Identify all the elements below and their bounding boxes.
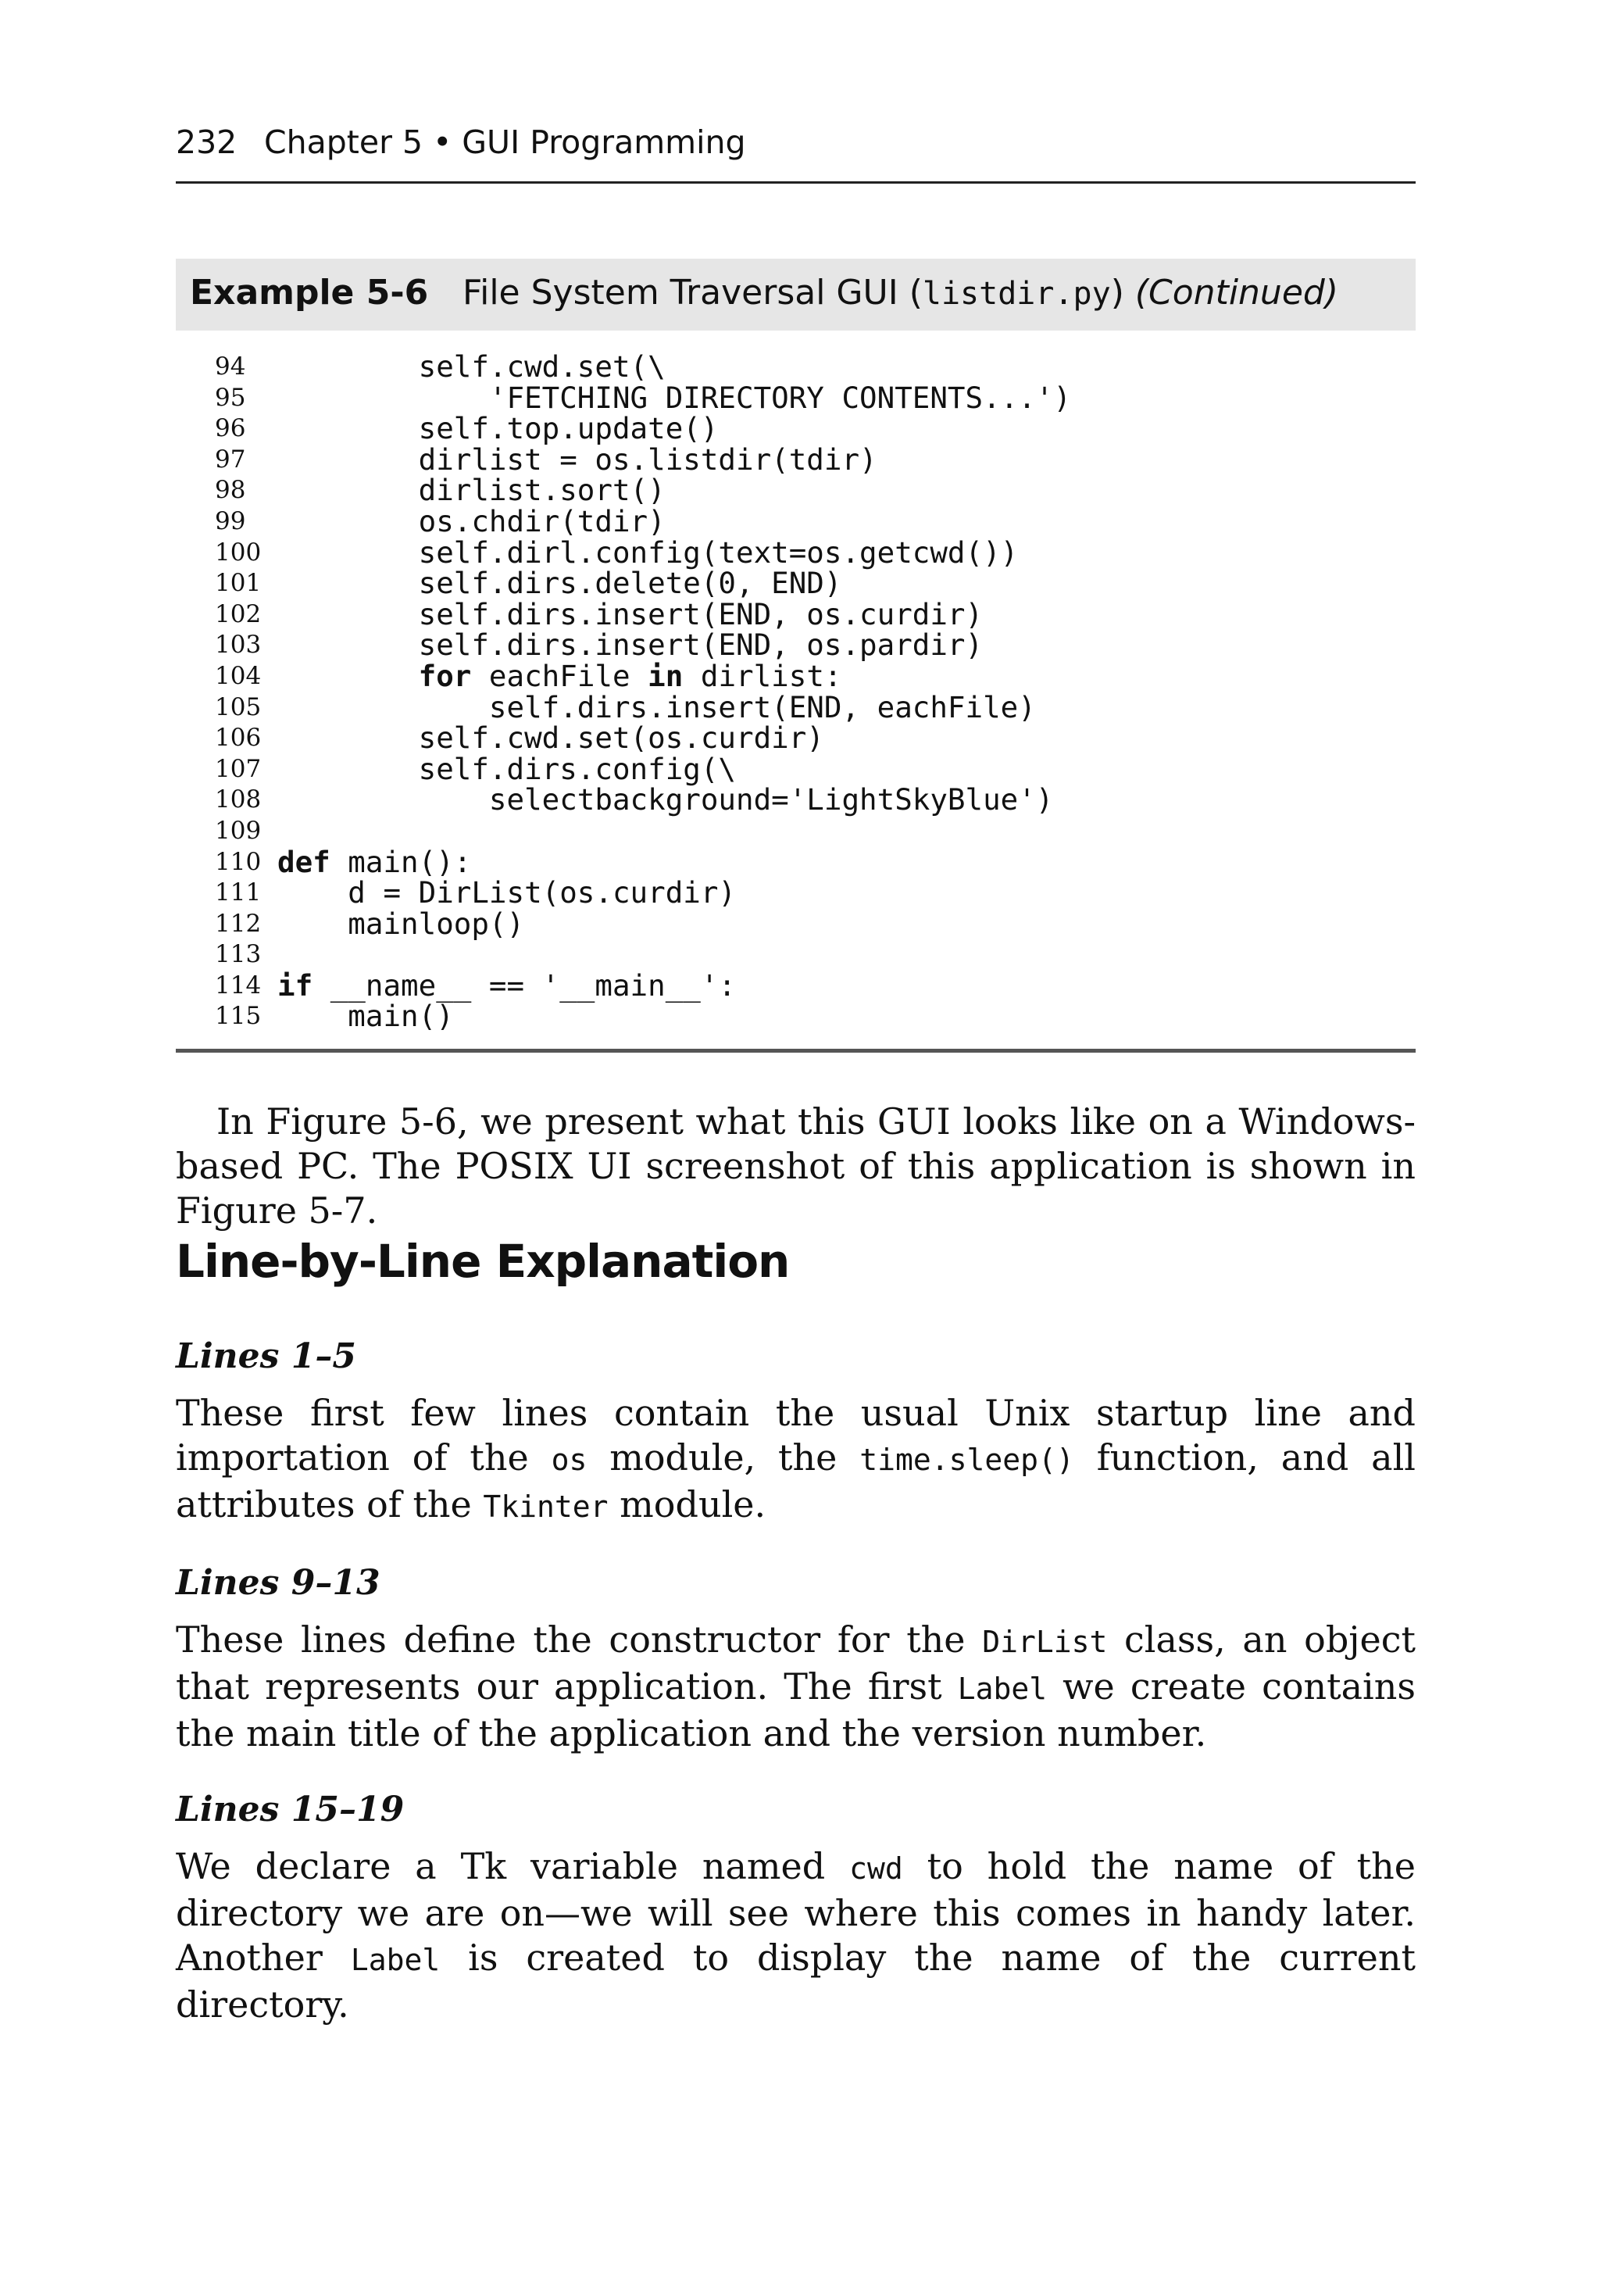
code-text — [277, 721, 824, 755]
code-text — [277, 690, 1036, 724]
code-text — [277, 597, 983, 631]
code-fragment: self.dirs.config(\ — [277, 751, 736, 786]
inline-code: DirList — [982, 1625, 1108, 1659]
inline-code: time.sleep() — [859, 1443, 1074, 1477]
code-line — [176, 411, 1416, 446]
line-number: 101 — [215, 569, 262, 598]
code-text — [277, 659, 842, 693]
caption-continued: (Continued) — [1134, 273, 1338, 313]
code-text — [277, 628, 983, 662]
line-number: 115 — [215, 1002, 262, 1031]
line-number: 103 — [215, 631, 262, 660]
code-line — [176, 442, 1416, 477]
code-fragment: main(): — [330, 844, 472, 879]
line-number: 96 — [215, 414, 246, 443]
line-number: 104 — [215, 661, 262, 690]
paragraph-lines-9-13 — [176, 1618, 1416, 1756]
code-line — [176, 999, 1416, 1034]
code-text — [277, 752, 736, 786]
code-line — [176, 844, 1416, 879]
line-number: 97 — [215, 445, 246, 474]
inline-code: cwd — [849, 1851, 903, 1886]
code-fragment: dirlist = os.listdir(tdir) — [277, 442, 877, 477]
line-number: 95 — [215, 383, 246, 412]
subheading-lines-15-19: Lines 15–19 — [176, 1790, 405, 1829]
inline-code: Tkinter — [483, 1490, 609, 1524]
code-fragment: main() — [277, 999, 454, 1034]
code-text — [277, 999, 454, 1033]
code-text — [277, 782, 1053, 817]
code-fragment: 'FETCHING DIRECTORY CONTENTS...') — [277, 380, 1071, 415]
caption-prefix: File System Traversal GUI ( — [462, 273, 923, 313]
code-line — [176, 721, 1416, 756]
code-keyword: for — [418, 658, 472, 693]
code-text — [277, 411, 718, 445]
paragraph-lines-1-5 — [176, 1391, 1416, 1529]
inline-code: os — [551, 1443, 588, 1477]
paragraph-lines-15-19 — [176, 1844, 1416, 2027]
intro-paragraph — [176, 1100, 1416, 1233]
code-line — [176, 566, 1416, 601]
code-keyword: if — [277, 967, 313, 1003]
line-number: 108 — [215, 785, 262, 814]
code-line — [176, 380, 1416, 415]
caption-filename: listdir.py — [922, 276, 1111, 312]
line-number: 107 — [215, 754, 262, 783]
code-text — [277, 968, 736, 1003]
code-listing — [176, 349, 1416, 1034]
code-fragment: d = DirList(os.curdir) — [277, 875, 736, 910]
code-fragment: self.cwd.set(os.curdir) — [277, 721, 824, 756]
code-line — [176, 906, 1416, 941]
code-text — [277, 349, 666, 384]
code-text — [277, 442, 877, 477]
line-number: 113 — [215, 940, 262, 969]
text-run: to hold the name of the directory we are on—we will see where this comes in handy later. Another — [176, 1845, 1416, 1979]
line-number: 94 — [215, 352, 246, 381]
code-fragment: mainloop() — [277, 906, 525, 941]
text-run: These lines define the constructor for the — [176, 1618, 983, 1661]
line-number: 98 — [215, 476, 246, 505]
code-line — [176, 689, 1416, 724]
line-number: 102 — [215, 599, 262, 628]
text-run: These first few lines contain the usual Unix startup line and importation of the — [176, 1392, 1416, 1479]
code-fragment: os.chdir(tdir) — [277, 503, 666, 538]
code-fragment — [277, 659, 419, 693]
inline-code: Label — [957, 1672, 1048, 1706]
code-line — [176, 751, 1416, 786]
code-line — [176, 782, 1416, 817]
code-text — [277, 907, 524, 941]
code-fragment: self.cwd.set(\ — [277, 349, 666, 384]
code-line — [176, 473, 1416, 508]
text-run: function, and all attributes of the — [176, 1436, 1416, 1525]
text-run: we create contains the main title of the application and the version number. — [176, 1665, 1416, 1754]
code-fragment: self.dirs.insert(END, eachFile) — [277, 689, 1036, 724]
code-text — [277, 535, 1018, 570]
text-run: module. — [608, 1483, 766, 1525]
page-number: 232 — [176, 123, 238, 161]
code-fragment: self.dirl.config(text=os.getcwd()) — [277, 535, 1019, 570]
line-number: 106 — [215, 724, 262, 753]
code-keyword: def — [277, 844, 330, 879]
code-text — [277, 504, 666, 538]
example-caption-bar — [176, 259, 1416, 331]
chapter-title: Chapter 5 • GUI Programming — [264, 123, 746, 161]
code-fragment: self.dirs.delete(0, END) — [277, 566, 842, 601]
text-run: module, the — [587, 1436, 860, 1479]
code-text — [277, 381, 1071, 415]
code-bottom-rule — [176, 1049, 1416, 1053]
subheading-lines-1-5: Lines 1–5 — [176, 1336, 356, 1376]
code-fragment: self.top.update() — [277, 411, 719, 446]
line-number: 110 — [215, 847, 262, 876]
section-heading: Line-by-Line Explanation — [176, 1235, 790, 1288]
code-text — [277, 875, 736, 910]
running-header — [176, 123, 1416, 184]
intro-line-1: In Figure 5-6, we present what this GUI looks like on a Windows-based — [176, 1100, 1416, 1187]
code-line — [176, 875, 1416, 910]
line-number: 109 — [215, 816, 262, 845]
code-line — [176, 349, 1416, 384]
code-line — [176, 814, 1416, 845]
code-fragment: self.dirs.insert(END, os.pardir) — [277, 628, 984, 663]
code-fragment: dirlist: — [683, 658, 842, 693]
text-run: class, an object that represents our application. The first — [176, 1618, 1416, 1708]
line-number: 112 — [215, 909, 262, 938]
code-line — [176, 503, 1416, 538]
code-keyword: in — [648, 658, 684, 693]
code-line — [176, 535, 1416, 570]
text-run: is created to display the name of the current directory. — [176, 1937, 1416, 2026]
line-number: 100 — [215, 538, 262, 567]
line-number: 114 — [215, 971, 262, 1000]
line-number: 99 — [215, 506, 246, 535]
code-fragment: __name__ == '__main__': — [312, 967, 737, 1003]
code-line — [176, 658, 1416, 693]
code-fragment: dirlist.sort() — [277, 473, 666, 508]
code-line — [176, 967, 1416, 1003]
code-fragment: eachFile — [471, 658, 648, 693]
code-fragment: selectbackground='LightSkyBlue') — [277, 782, 1054, 817]
code-fragment: self.dirs.insert(END, os.curdir) — [277, 596, 984, 631]
code-text — [277, 845, 471, 879]
example-caption — [462, 273, 1338, 313]
inline-code: Label — [350, 1943, 441, 1977]
line-number: 111 — [215, 878, 262, 907]
intro-line-2: PC. The POSIX UI screenshot of this application is shown in Figure 5-7. — [176, 1145, 1416, 1232]
example-label: Example 5-6 — [190, 273, 429, 313]
code-text — [277, 566, 841, 600]
code-line — [176, 596, 1416, 631]
code-line — [176, 937, 1416, 968]
text-run: We declare a Tk variable named — [176, 1845, 850, 1887]
code-line — [176, 628, 1416, 663]
subheading-lines-9-13: Lines 9–13 — [176, 1563, 380, 1603]
code-text — [277, 473, 666, 507]
line-number: 105 — [215, 692, 262, 721]
caption-suffix: ) — [1110, 273, 1124, 313]
